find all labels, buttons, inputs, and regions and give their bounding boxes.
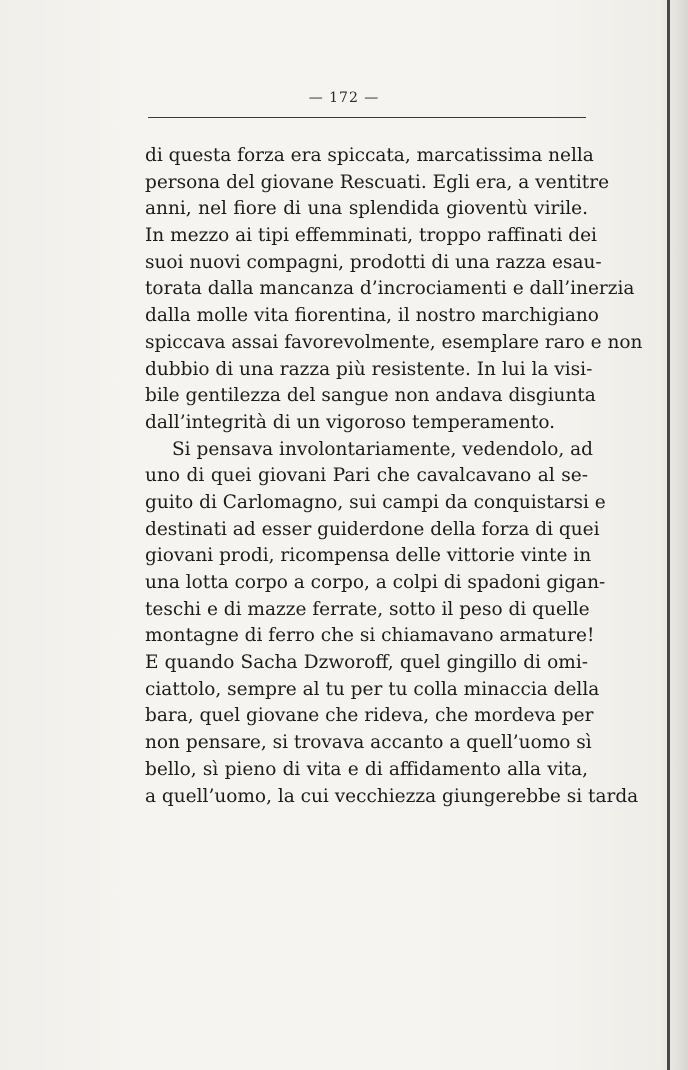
text-line: non pensare, si trovava accanto a quell’uomo sì — [145, 732, 592, 754]
text-line: In mezzo ai tipi effemminati, troppo raffinati dei — [145, 225, 597, 247]
text-line: Si pensava involontariamente, vedendolo, ad — [172, 438, 594, 460]
text-line: di questa forza era spiccata, marcatissima nella — [145, 145, 594, 166]
text-line: anni, nel fiore di una splendida gioventù virile. — [145, 198, 588, 220]
text-line: torata dalla mancanza d’incrociamenti e dall’inerzia — [145, 278, 635, 300]
text-line: persona del giovane Rescuati. Egli era, a ventitre — [145, 171, 610, 193]
text-line: a quell’uomo, la cui vecchiezza giungerebbe si tarda — [145, 785, 639, 807]
text-line: bara, quel giovane che rideva, che mordeva per — [145, 705, 594, 727]
page-edge-shadow — [660, 0, 688, 1070]
text-line: uno di quei giovani Pari che cavalcavano al se- — [145, 465, 588, 487]
text-line: teschi e di mazze ferrate, sotto il peso di quelle — [145, 598, 590, 620]
text-line: montagne di ferro che si chiamavano armature! — [145, 625, 595, 647]
text-line: destinati ad esser guiderdone della forza di quei — [145, 518, 600, 540]
text-line: una lotta corpo a corpo, a colpi di spadoni gigan- — [145, 572, 606, 593]
text-line: giovani prodi, ricompensa delle vittorie vinte in — [145, 545, 592, 567]
page-number: — 172 — — [308, 90, 380, 106]
text-line: suoi nuovi compagni, prodotti di una razza esau- — [145, 251, 602, 273]
body-text — [145, 143, 643, 810]
header-rule — [148, 117, 586, 118]
text-line: guito di Carlomagno, sui campi da conquistarsi e — [145, 491, 606, 513]
text-line: bile gentilezza del sangue non andava disgiunta — [145, 385, 596, 407]
text-line: ciattolo, sempre al tu per tu colla minaccia della — [145, 678, 600, 700]
text-line: E quando Sacha Dzworoff, quel gingillo di omi- — [145, 652, 588, 674]
text-line: bello, sì pieno di vita e di affidamento alla vita, — [145, 758, 588, 780]
text-line: dubbio di una razza più resistente. In lui la visi- — [145, 358, 593, 380]
text-line: dalla molle vita fiorentina, il nostro marchigiano — [145, 305, 599, 327]
text-line: spiccava assai favorevolmente, esemplare raro e non — [145, 331, 643, 353]
page-binding-edge — [667, 0, 670, 1070]
text-line: dall’integrità di un vigoroso temperamento. — [145, 411, 556, 433]
